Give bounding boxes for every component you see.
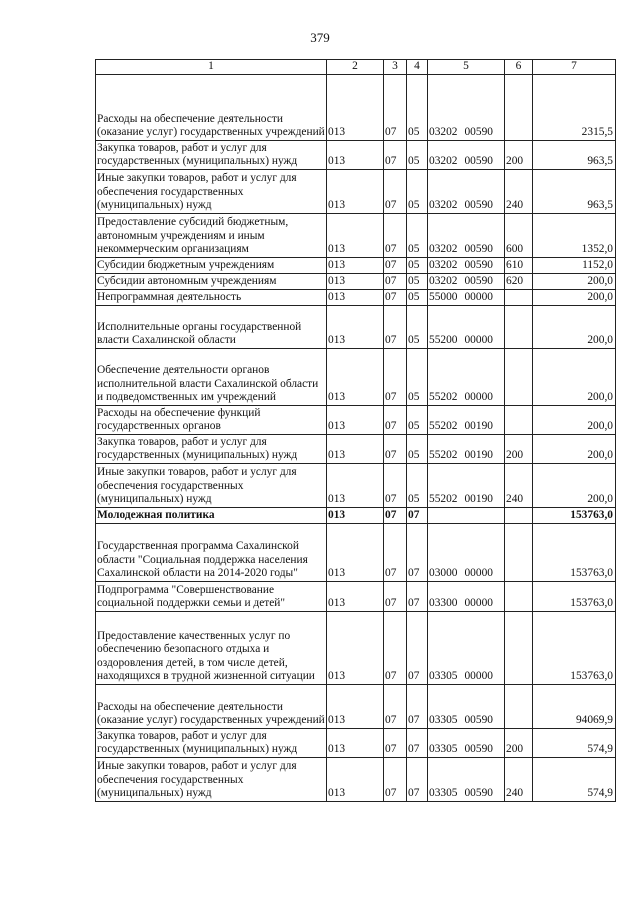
page-number: 379 [310,30,330,45]
row-name-cell: Субсидии автономным учреждениям [96,274,327,290]
expense-type-cell [505,524,533,582]
expense-type-cell: 200 [505,729,533,758]
section-cell: 07 [384,141,407,170]
admin-code-cell: 013 [327,582,384,612]
admin-code-cell: 013 [327,306,384,349]
target-article-code: 00000 [464,597,493,610]
row-name-cell: Исполнительные органы государственной власти Сахалинской области [96,306,327,349]
section-cell: 07 [384,258,407,274]
subsection-cell: 07 [407,508,428,524]
target-article-part: 03305 [429,787,458,800]
admin-code-cell: 013 [327,290,384,306]
table-row [96,141,616,170]
table-row [96,524,616,582]
target-article-cell [428,406,505,435]
target-article-part: 03202 [429,275,458,288]
amount-cell: 200,0 [533,406,616,435]
row-name-cell: Расходы на обеспечение деятельности (оказание услуг) государственных учреждений [96,75,327,141]
target-article-code: 00000 [464,291,493,304]
amount-cell: 200,0 [533,290,616,306]
section-cell: 07 [384,582,407,612]
row-name-cell: Расходы на обеспечение деятельности (оказание услуг) государственных учреждений [96,685,327,729]
subsection-cell: 05 [407,274,428,290]
row-name-cell: Иные закупки товаров, работ и услуг для обеспечения государственных (муниципальных) нужд [96,170,327,214]
row-name-cell: Иные закупки товаров, работ и услуг для обеспечения государственных (муниципальных) нужд [96,758,327,802]
target-article-code: 00590 [464,155,493,168]
target-article-code: 00000 [464,334,493,347]
table-row [96,274,616,290]
table-row [96,306,616,349]
target-article-code: 00190 [464,493,493,506]
admin-code-cell: 013 [327,349,384,406]
subsection-cell: 05 [407,141,428,170]
table-body [96,75,616,802]
target-article-part: 55202 [429,493,458,506]
admin-code-cell: 013 [327,274,384,290]
row-name-cell: Закупка товаров, работ и услуг для государственных (муниципальных) нужд [96,435,327,464]
target-article-cell [428,508,505,524]
row-name-cell: Закупка товаров, работ и услуг для государственных (муниципальных) нужд [96,729,327,758]
expense-type-cell [505,582,533,612]
target-article-cell [428,524,505,582]
target-article-cell [428,685,505,729]
expense-type-cell [505,612,533,685]
table-row [96,214,616,258]
target-article-code: 00190 [464,449,493,462]
column-header: 2 [327,60,384,75]
admin-code-cell: 013 [327,729,384,758]
target-article-cell [428,729,505,758]
target-article-cell [428,75,505,141]
target-article-part: 03305 [429,743,458,756]
section-cell: 07 [384,214,407,258]
row-name-cell: Подпрограмма "Совершенствование социальной поддержки семьи и детей" [96,582,327,612]
target-article-cell [428,464,505,508]
section-cell: 07 [384,435,407,464]
section-cell: 07 [384,685,407,729]
section-cell: 07 [384,170,407,214]
column-header: 3 [384,60,407,75]
target-article-cell [428,582,505,612]
target-article-code: 00590 [464,199,493,212]
subsection-cell: 05 [407,464,428,508]
amount-cell: 200,0 [533,349,616,406]
amount-cell: 1352,0 [533,214,616,258]
target-article-code: 00000 [464,670,493,683]
column-header: 4 [407,60,428,75]
target-article-code: 00590 [464,275,493,288]
row-name-cell: Субсидии бюджетным учреждениям [96,258,327,274]
table-row [96,290,616,306]
subsection-cell: 05 [407,75,428,141]
row-name-cell: Иные закупки товаров, работ и услуг для обеспечения государственных (муниципальных) нужд [96,464,327,508]
target-article-part: 03305 [429,670,458,683]
column-header: 6 [505,60,533,75]
subsection-cell: 05 [407,435,428,464]
target-article-part: 55202 [429,391,458,404]
target-article-code: 00590 [464,126,493,139]
subsection-cell: 05 [407,306,428,349]
expense-type-cell: 200 [505,435,533,464]
table-row [96,258,616,274]
amount-cell: 200,0 [533,435,616,464]
target-article-part: 03202 [429,243,458,256]
amount-cell: 200,0 [533,306,616,349]
subsection-cell: 05 [407,290,428,306]
table-row [96,435,616,464]
amount-cell: 153763,0 [533,524,616,582]
expense-type-cell: 200 [505,141,533,170]
amount-cell: 200,0 [533,464,616,508]
section-cell: 07 [384,508,407,524]
column-header: 5 [428,60,505,75]
target-article-cell [428,141,505,170]
section-cell: 07 [384,406,407,435]
target-article-cell [428,435,505,464]
section-cell: 07 [384,349,407,406]
section-cell: 07 [384,464,407,508]
table-row [96,582,616,612]
target-article-part: 55200 [429,334,458,347]
subsection-cell: 07 [407,582,428,612]
row-name-cell: Закупка товаров, работ и услуг для государственных (муниципальных) нужд [96,141,327,170]
target-article-code: 00590 [464,743,493,756]
subsection-cell: 07 [407,685,428,729]
expense-type-cell [505,75,533,141]
admin-code-cell: 013 [327,258,384,274]
table-row [96,508,616,524]
expense-type-cell: 610 [505,258,533,274]
target-article-part: 03202 [429,126,458,139]
section-cell: 07 [384,290,407,306]
target-article-code: 00190 [464,420,493,433]
expense-type-cell: 600 [505,214,533,258]
target-article-cell [428,274,505,290]
admin-code-cell: 013 [327,524,384,582]
target-article-cell [428,758,505,802]
column-header: 1 [96,60,327,75]
target-article-cell [428,258,505,274]
target-article-part: 55202 [429,420,458,433]
amount-cell: 963,5 [533,170,616,214]
target-article-code: 00590 [464,787,493,800]
admin-code-cell: 013 [327,685,384,729]
row-name-cell: Непрограммная деятельность [96,290,327,306]
amount-cell: 963,5 [533,141,616,170]
expense-type-cell [505,685,533,729]
subsection-cell: 07 [407,612,428,685]
expense-type-cell [505,290,533,306]
subsection-cell: 07 [407,524,428,582]
amount-cell: 153763,0 [533,508,616,524]
subsection-cell: 07 [407,758,428,802]
admin-code-cell: 013 [327,435,384,464]
admin-code-cell: 013 [327,406,384,435]
table-row [96,75,616,141]
subsection-cell: 05 [407,170,428,214]
amount-cell: 153763,0 [533,612,616,685]
admin-code-cell: 013 [327,758,384,802]
target-article-part: 03202 [429,199,458,212]
target-article-code: 00000 [464,391,493,404]
row-name-cell: Предоставление качественных услуг по обеспечению безопасного отдыха и оздоровления детей, в том числе детей, находящихся в трудной жизненной ситуации [96,612,327,685]
target-article-part: 55000 [429,291,458,304]
target-article-code: 00000 [464,567,493,580]
target-article-part: 03300 [429,597,458,610]
subsection-cell: 07 [407,729,428,758]
target-article-cell [428,170,505,214]
target-article-part: 03202 [429,155,458,168]
target-article-cell [428,349,505,406]
admin-code-cell: 013 [327,464,384,508]
section-cell: 07 [384,306,407,349]
target-article-part: 03202 [429,259,458,272]
admin-code-cell: 013 [327,214,384,258]
target-article-cell [428,290,505,306]
amount-cell: 153763,0 [533,582,616,612]
subsection-cell: 05 [407,349,428,406]
admin-code-cell: 013 [327,508,384,524]
column-header: 7 [533,60,616,75]
target-article-cell [428,612,505,685]
target-article-part: 03305 [429,714,458,727]
budget-table [95,59,616,802]
expense-type-cell [505,306,533,349]
target-article-cell [428,306,505,349]
admin-code-cell: 013 [327,612,384,685]
target-article-part: 03000 [429,567,458,580]
admin-code-cell: 013 [327,141,384,170]
section-cell: 07 [384,612,407,685]
table-row [96,612,616,685]
subsection-cell: 05 [407,258,428,274]
section-cell: 07 [384,524,407,582]
amount-cell: 200,0 [533,274,616,290]
expense-type-cell [505,406,533,435]
amount-cell: 94069,9 [533,685,616,729]
section-cell: 07 [384,274,407,290]
row-name-cell: Молодежная политика [96,508,327,524]
subsection-cell: 05 [407,406,428,435]
expense-type-cell: 240 [505,170,533,214]
amount-cell: 2315,5 [533,75,616,141]
amount-cell: 574,9 [533,758,616,802]
table-row [96,729,616,758]
target-article-cell [428,214,505,258]
target-article-part: 55202 [429,449,458,462]
section-cell: 07 [384,729,407,758]
table-row [96,349,616,406]
section-cell: 07 [384,75,407,141]
row-name-cell: Расходы на обеспечение функций государственных органов [96,406,327,435]
admin-code-cell: 013 [327,170,384,214]
header-row [96,60,616,75]
table-row [96,464,616,508]
amount-cell: 574,9 [533,729,616,758]
table-row [96,758,616,802]
target-article-code: 00590 [464,259,493,272]
expense-type-cell: 240 [505,758,533,802]
table-row [96,685,616,729]
target-article-code: 00590 [464,243,493,256]
amount-cell: 1152,0 [533,258,616,274]
row-name-cell: Предоставление субсидий бюджетным, автономным учреждениям и иным некоммерческим организациям [96,214,327,258]
expense-type-cell: 240 [505,464,533,508]
row-name-cell: Обеспечение деятельности органов исполнительной власти Сахалинской области и подведомственных им учреждений [96,349,327,406]
section-cell: 07 [384,758,407,802]
subsection-cell: 05 [407,214,428,258]
row-name-cell: Государственная программа Сахалинской области "Социальная поддержка населения Сахалинской области на 2014-2020 годы" [96,524,327,582]
admin-code-cell: 013 [327,75,384,141]
table-row [96,170,616,214]
expense-type-cell [505,508,533,524]
table-row [96,406,616,435]
expense-type-cell [505,349,533,406]
target-article-code: 00590 [464,714,493,727]
expense-type-cell: 620 [505,274,533,290]
